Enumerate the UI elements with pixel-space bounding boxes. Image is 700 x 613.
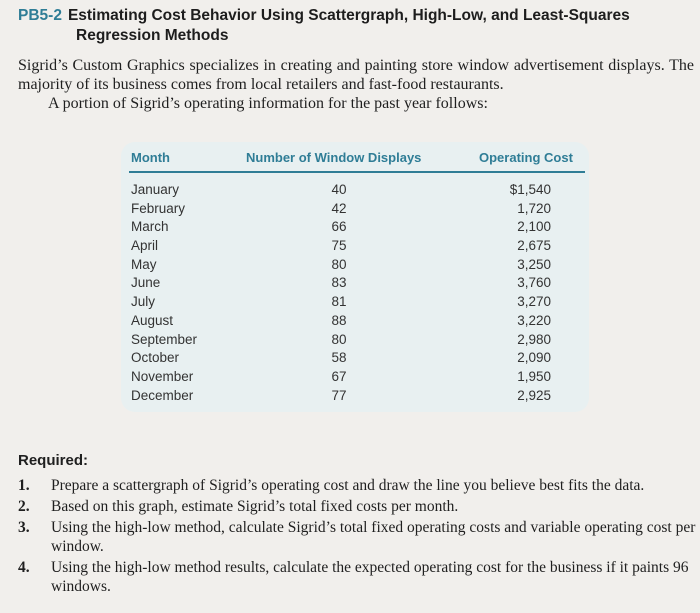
cell-month: May <box>131 256 157 272</box>
cell-cost: 1,720 <box>517 200 551 216</box>
header-displays: Number of Window Displays <box>246 150 422 165</box>
required-list <box>18 476 698 598</box>
cell-month: March <box>131 219 169 235</box>
cell-displays: 40 <box>331 182 347 197</box>
cell-displays: 83 <box>331 275 347 291</box>
table-row <box>121 219 589 238</box>
cell-month: December <box>131 387 194 403</box>
cell-cost: 2,090 <box>517 350 551 366</box>
table-row <box>121 294 589 313</box>
cell-displays: 67 <box>331 368 347 384</box>
cell-displays: 88 <box>331 312 347 328</box>
required-item-text: Using the high-low method results, calculate the expected operating cost for the business if it paints 96 windows. <box>51 559 689 595</box>
cell-month: November <box>131 368 194 384</box>
table-row <box>121 238 589 257</box>
cell-displays: 58 <box>331 350 347 366</box>
table-row <box>121 332 589 351</box>
table-row <box>121 257 589 276</box>
problem-title-line2: Regression Methods <box>76 27 229 44</box>
cell-month: August <box>131 312 174 328</box>
table-row <box>121 388 589 407</box>
cell-displays: 81 <box>331 294 347 310</box>
cell-month: January <box>131 182 180 197</box>
table-row <box>121 350 589 369</box>
cell-month: July <box>131 294 156 310</box>
cell-month: June <box>131 275 161 291</box>
problem-title-line1: Estimating Cost Behavior Using Scattergraph, High-Low, and Least-Squares <box>67 7 630 24</box>
cell-cost: 3,760 <box>517 275 551 291</box>
cell-cost: 1,950 <box>517 368 551 384</box>
required-item-text: Based on this graph, estimate Sigrid’s total fixed costs per month. <box>51 498 459 515</box>
header-rule <box>129 171 585 173</box>
intro-paragraph-2: A portion of Sigrid’s operating information for the past year follows: <box>48 95 488 112</box>
problem-heading <box>18 6 688 46</box>
cell-cost: 2,675 <box>517 238 551 254</box>
table-body <box>121 182 589 406</box>
required-item-text: Prepare a scattergraph of Sigrid’s operating cost and draw the line you believe best fits the data. <box>51 477 645 494</box>
cell-month: September <box>131 331 198 347</box>
cell-month: October <box>131 350 180 366</box>
required-item-number: 4. <box>18 559 30 576</box>
intro-paragraph: Sigrid’s Custom Graphics specializes in creating and painting store window advertisement displays. The majority of its business comes from local retailers and fast-food restaurants. <box>18 57 694 93</box>
table-row <box>121 275 589 294</box>
cell-displays: 42 <box>331 200 347 216</box>
required-item <box>18 476 698 495</box>
cell-month: February <box>131 200 186 216</box>
operating-data-table <box>121 142 589 412</box>
table-row <box>121 369 589 388</box>
cell-displays: 80 <box>331 331 347 347</box>
required-label: Required: <box>18 452 89 469</box>
cell-displays: 75 <box>331 238 347 254</box>
cell-cost: 2,925 <box>517 387 551 403</box>
required-item <box>18 558 698 596</box>
cell-cost: $1,540 <box>509 182 551 197</box>
cell-displays: 80 <box>331 256 347 272</box>
cell-cost: 3,220 <box>517 312 551 328</box>
required-item-number: 3. <box>18 519 30 536</box>
problem-number: PB5-2 <box>18 7 62 24</box>
header-cost: Operating Cost <box>479 150 573 165</box>
table-row <box>121 201 589 220</box>
cell-displays: 77 <box>331 387 347 403</box>
table-row <box>121 182 589 201</box>
cell-cost: 3,270 <box>517 294 551 310</box>
required-item <box>18 497 698 516</box>
required-item <box>18 518 698 556</box>
cell-cost: 3,250 <box>517 256 551 272</box>
table-row <box>121 313 589 332</box>
cell-cost: 2,980 <box>517 331 551 347</box>
problem-intro <box>18 56 694 113</box>
cell-cost: 2,100 <box>517 219 551 235</box>
cell-displays: 66 <box>331 219 347 235</box>
required-item-text: Using the high-low method, calculate Sigrid’s total fixed operating costs and variable operating cost per window. <box>51 519 696 555</box>
cell-month: April <box>131 238 159 254</box>
required-item-number: 1. <box>18 477 30 494</box>
required-item-number: 2. <box>18 498 30 515</box>
table-header <box>121 142 589 172</box>
header-month: Month <box>131 150 170 165</box>
